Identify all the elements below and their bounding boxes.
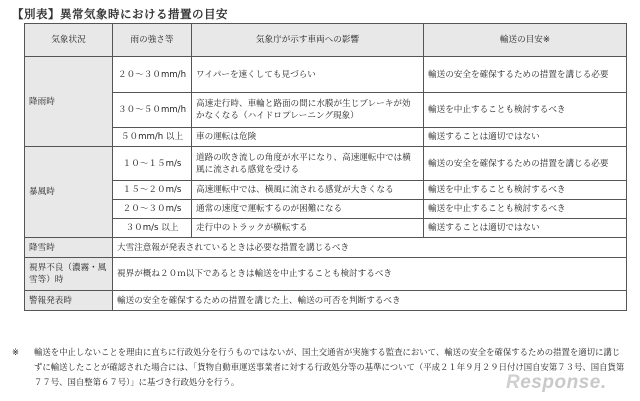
guide-cell: 輸送することは適切ではない — [424, 128, 627, 147]
header-guide: 輸送の目安※ — [424, 24, 627, 57]
effect-cell: 高速走行時、車輪と路面の間に水膜が生じブレーキが効かなくなる（ハイドロプレーニング現象） — [192, 93, 424, 128]
intensity-cell: ２０～３０m/s — [113, 200, 192, 219]
category-snow: 降雪時 — [25, 238, 113, 258]
table-row — [25, 238, 627, 258]
guide-cell: 輸送することは適切ではない — [424, 219, 627, 238]
watermark-r: R — [506, 372, 521, 393]
table-row — [25, 291, 627, 311]
table-row — [25, 57, 627, 93]
snow-text: 大雪注意報が発表されているときは必要な措置を講じるべき — [113, 238, 627, 258]
effect-cell: 道路の吹き流しの角度が水平になり、高速運転中では横風に流される感覚を受ける — [192, 147, 424, 181]
measures-table — [24, 23, 627, 311]
table-row — [25, 128, 627, 147]
category-visibility: 視界不良（濃霧・風雪等）時 — [25, 258, 113, 291]
table-row — [25, 93, 627, 128]
intensity-cell: ５０mm/h 以上 — [113, 128, 192, 147]
effect-cell: ワイパーを速くしても見づらい — [192, 57, 424, 93]
header-effect: 気象庁が示す車両への影響 — [192, 24, 424, 57]
guide-cell: 輸送を中止することも検討するべき — [424, 93, 627, 128]
intensity-cell: ３０m/s 以上 — [113, 219, 192, 238]
guide-cell: 輸送を中止することも検討するべき — [424, 181, 627, 200]
visibility-text: 視界が概ね２０ｍ以下であるときは輸送を中止することも検討するべき — [113, 258, 627, 291]
table-row — [25, 200, 627, 219]
guide-cell: 輸送を中止することも検討するべき — [424, 200, 627, 219]
table-row — [25, 181, 627, 200]
footnote-mark: ※ — [12, 347, 20, 357]
header-intensity: 雨の強さ等 — [113, 24, 192, 57]
watermark-rest: esponse. — [520, 372, 607, 393]
intensity-cell: ２０～３０mm/h — [113, 57, 192, 93]
category-warning: 警報発表時 — [25, 291, 113, 311]
table-row — [25, 219, 627, 238]
header-weather: 気象状況 — [25, 24, 113, 57]
response-watermark-logo — [506, 372, 607, 394]
warning-text: 輸送の安全を確保するための措置を講じた上、輸送の可否を判断するべき — [113, 291, 627, 311]
effect-cell: 高速運転中では、横風に流される感覚が大きくなる — [192, 181, 424, 200]
category-rain: 降雨時 — [25, 57, 113, 147]
category-wind: 暴風時 — [25, 147, 113, 238]
effect-cell: 通常の速度で運転するのが困難になる — [192, 200, 424, 219]
guide-cell: 輸送の安全を確保するための措置を講じる必要 — [424, 57, 627, 93]
intensity-cell: ３０～５０mm/h — [113, 93, 192, 128]
table-row — [25, 258, 627, 291]
effect-cell: 走行中のトラックが横転する — [192, 219, 424, 238]
effect-cell: 車の運転は危険 — [192, 128, 424, 147]
footnote-text: 輸送を中止しないことを理由に直ちに行政処分を行うものではないが、国土交通省が実施する監査において、輸送の安全を確保するための措置を適切に講じずに輸送したことが確認された場合には、「貨物自動車運送事業者に対する行政処分等の基準について（平成２１年９月２９日付け国自安第７３号、国自貨第７７号、国自整第６７号）」に基づき行政処分を行う。 — [34, 347, 625, 387]
table-row — [25, 147, 627, 181]
intensity-cell: １５～２０m/s — [113, 181, 192, 200]
intensity-cell: １０～１５m/s — [113, 147, 192, 181]
guide-cell: 輸送の安全を確保するための措置を講じる必要 — [424, 147, 627, 181]
page-title: 【別表】異常気象時における措置の目安 — [12, 7, 228, 21]
header-row — [25, 24, 627, 57]
